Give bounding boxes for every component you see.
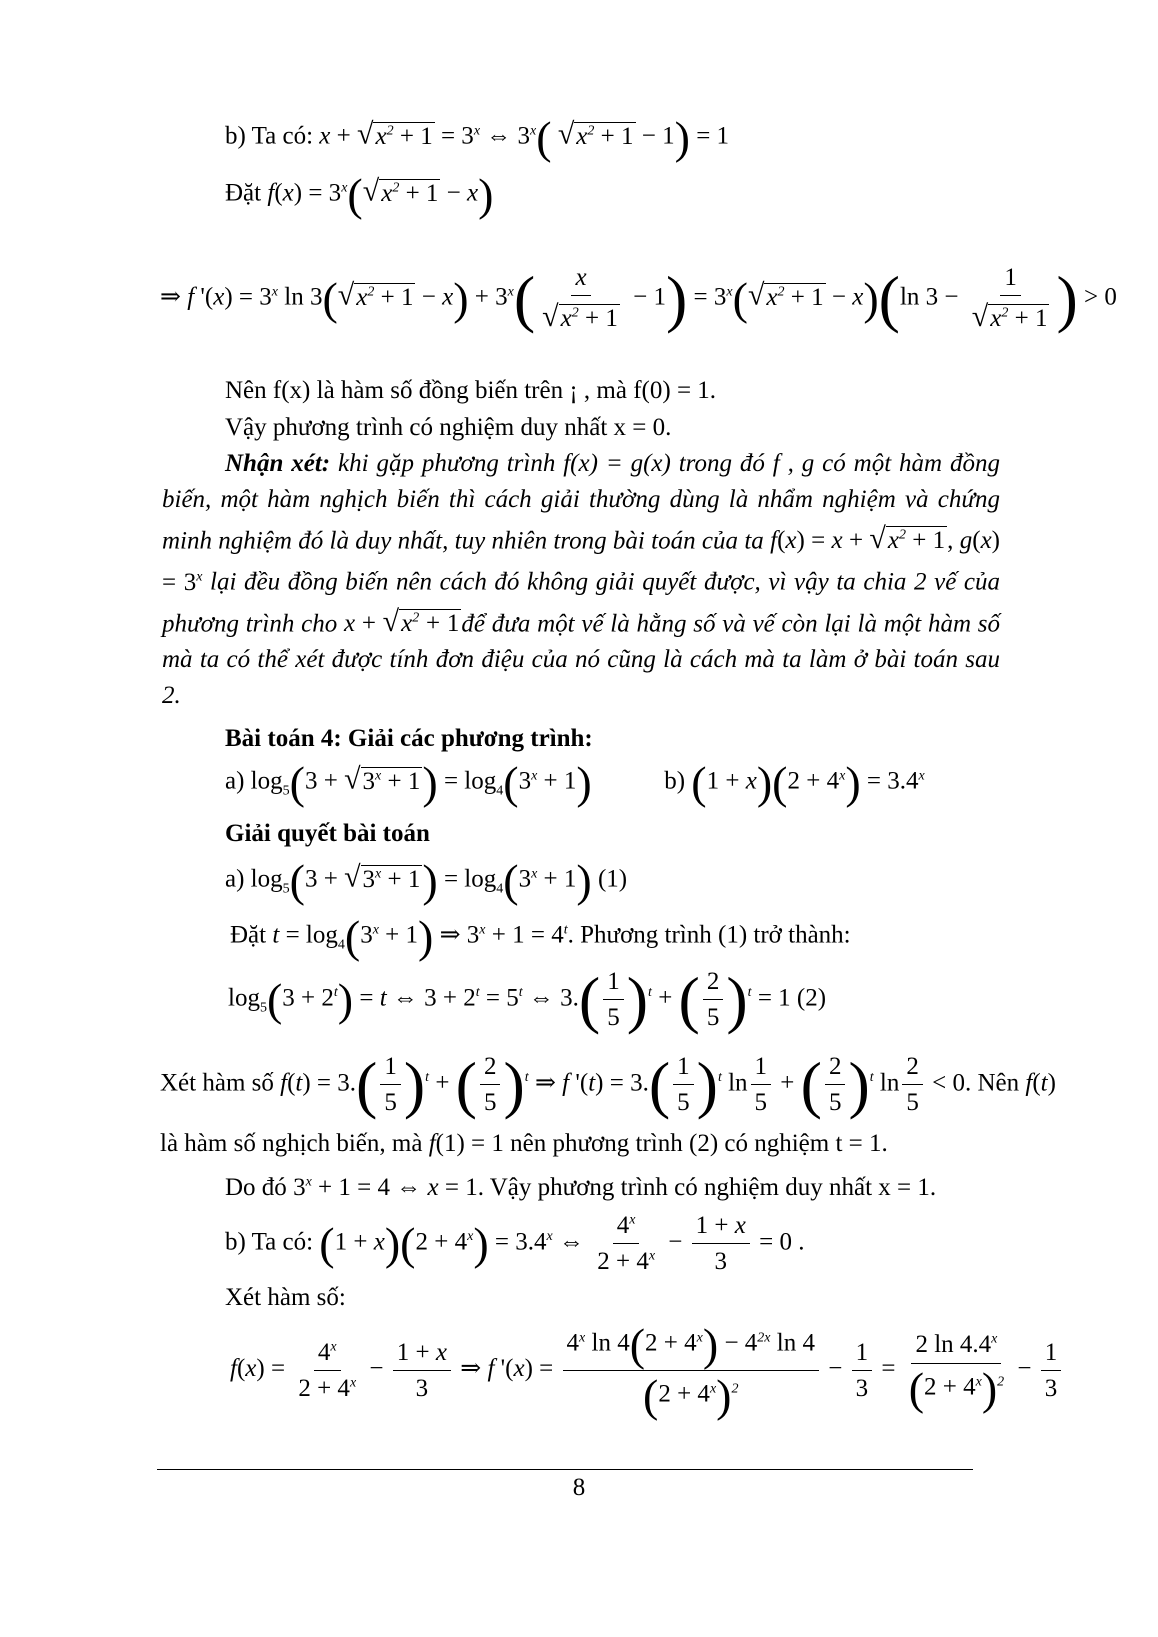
line-xet-ham-so-2: Xét hàm số: <box>225 1284 346 1311</box>
footer-rule <box>157 1469 973 1470</box>
nhan-xet-paragraph: Nhận xét: khi gặp phương trình f(x) = g(x) trong đó f , g có một hàm đồng biến, một hàm nghịch biến thì cách giải thường dùng là nhẩm nghiệm và chứng minh nghiệm đó là duy nhất, tuy nhiên trong bài toán của ta $f(x) = x + √x^2 + 1$, $g(x) = 3^x$ lại đều đồng biến nên cách đó không giải quyết được, vì vậy ta chia 2 vế của phương trình cho $x + √x^2$ + 1để đưa một vế là hằng số và vế còn lại là một hàm số mà ta có thể xét được tính đơn điệu của nó cũng là cách mà ta làm ở bài toán sau 2. <box>162 450 1000 709</box>
line-final-derivative: f(x) = $\frac{4^x}{2 + 4^x}$ − $\frac{1 + x}{3}$ ⇒ f '(x) = $\frac{4^x \ln 4(2 + 4^x) - 4^{2x} \ln 4}{(2 + 4^x)^2}$ − $\frac{1}{3}$ = $\frac{2 \ln 4.4^x}{(2 + 4^x)^2}$ − $\frac{1}{3}$ <box>230 1322 1064 1419</box>
page-number: 8 <box>572 1474 586 1501</box>
line-eq2: $\log_5(3 + 2^t) = t$ ⇔ $3 + 2^t = 5^t$ ⇔ 3.( $\frac{1}{5}$ )$^t$ + ( $\frac{2}{5}$ )$^t$ = 1 (2) <box>228 963 827 1035</box>
line-nen: Nên f(x) là hàm số đồng biến trên ¡ , mà f(0) = 1. <box>225 377 717 404</box>
line-vay: Vậy phương trình có nghiệm duy nhất x = 0. <box>225 414 672 441</box>
line-la-ham-so: là hàm số nghịch biến, mà f(1) = 1 nên phương trình (2) có nghiệm t = 1. <box>160 1130 888 1157</box>
line-b-taco: b) Ta có: $x + √x^2 + 1 = 3^x$ ⇔ 3$^x$( $√x^2 + 1 - 1) = 1$ <box>225 112 730 163</box>
b-label: b) Ta có: <box>225 122 320 150</box>
line-dat-t: Đặt $t = \log_4(3^x + 1)$ ⇒ $3^x + 1 = 4^t$. Phương trình (1) trở thành: <box>230 911 851 962</box>
nhan-xet-label: Nhận xét: <box>225 450 331 477</box>
line-do-do: Do đó $3^x + 1 = 4$ ⇔ x = 1. Vậy phương trình có nghiệm duy nhất x = 1. <box>225 1174 937 1201</box>
line-dat-fx: Đặt $f(x) = 3^x(√x^2 + 1 - x)$ <box>225 169 494 220</box>
line-xet-ham-so: Xét hàm số f(t) = 3.( $\frac{1}{5}$ )$^t$ + ( $\frac{2}{5}$ )$^t$ ⇒ f '(t) = 3.( $\frac{1}{5}$ )$^t$ ln $\frac{1}{5}$ + ( $\frac{2}{5}$ )$^t$ ln $\frac{2}{5}$ < 0. Nên f(t) <box>160 1048 1056 1120</box>
line-bt4-ab: a) $\log_5(3 + √3^x + 1) = \log_4(3^x + 1)$ b) $(1 + x)(2 + 4^x) = 3.4^x$ <box>225 757 925 808</box>
line-b-taco-2: b) Ta có: $(1 + x)(2 + 4^x) = 3.4^x$ ⇔ $\frac{4^x}{2 + 4^x}$ − $\frac{1 + x}{3}$ = 0 . <box>225 1212 805 1276</box>
line-a-eq1: a) $\log_5(3 + √3^x + 1) = \log_4(3^x + 1)$ (1) <box>225 855 628 906</box>
line-derivative: ⇒ f '$(x) = 3^x$ $\ln 3(√x^2 + 1 - x) + 3^x$( $\frac{x}{√x^2 + 1}$ − $1) = 3^x(√x^2 + 1 - x)(\ln$ 3 − $\frac{1}{√x^2 + 1}$ ) > 0 <box>160 262 1117 334</box>
giai-quyet-heading: Giải quyết bài toán <box>225 820 430 847</box>
bt4-title: Bài toán 4: Giải các phương trình: <box>225 725 593 752</box>
dat-label: Đặt <box>225 179 268 207</box>
